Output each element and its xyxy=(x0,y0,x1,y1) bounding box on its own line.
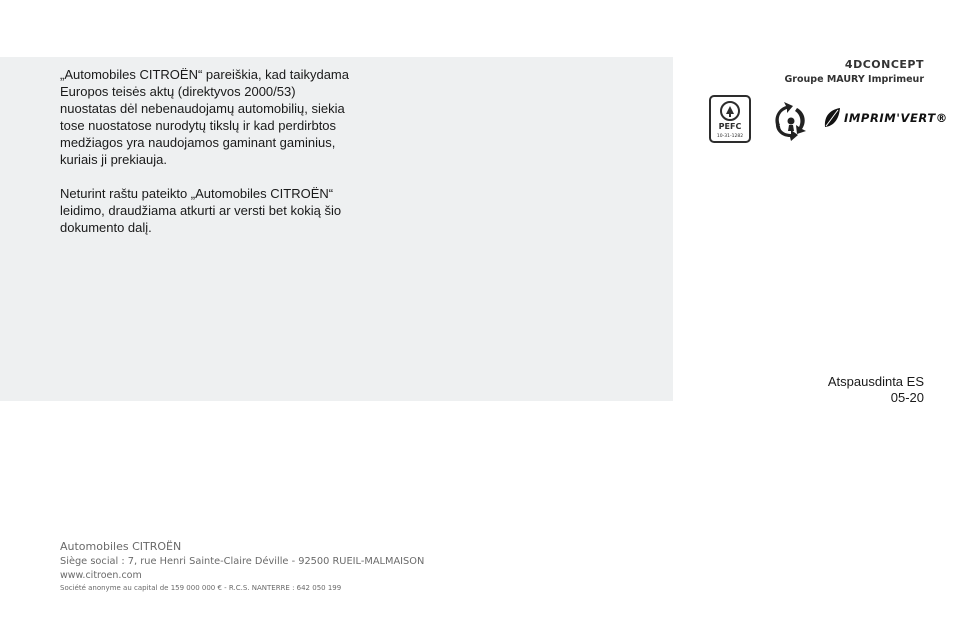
company-registration: Société anonyme au capital de 159 000 000 € - R.C.S. NANTERRE : 642 050 199 xyxy=(60,584,342,592)
legal-notice xyxy=(60,66,350,253)
company-website[interactable]: www.citroen.com xyxy=(60,570,142,581)
pefc-code: 10-31-1282 xyxy=(716,134,744,139)
printed-in: Atspausdinta ES xyxy=(827,374,924,389)
imprim-vert-logo xyxy=(823,107,948,129)
certification-logos xyxy=(709,95,948,145)
legal-paragraph-1: „Automobiles CITROËN“ pareiškia, kad taikydama Europos teisės aktų (direktyvos 2000/53) nuostatas dėl nebenaudojamų automobilių, siekia tose nuostatose nurodytų tikslų ir kad perdirbtos medžiagos yra naudojamos gaminant gaminius, kuriais ji prekiauja. xyxy=(60,67,349,167)
date-code: 05-20 xyxy=(890,390,924,405)
pefc-tree-icon xyxy=(711,97,749,141)
leaf-icon xyxy=(823,107,841,129)
pefc-logo xyxy=(709,95,751,143)
print-info xyxy=(828,374,924,406)
company-address: Siège social : 7, rue Henri Sainte-Claire Déville - 92500 RUEIL-MALMAISON xyxy=(60,556,425,567)
company-name: Automobiles CITROËN xyxy=(60,540,182,553)
printer-name: 4DCONCEPT xyxy=(844,58,924,71)
pefc-label: PEFC xyxy=(718,122,742,131)
recycle-icon xyxy=(767,97,813,143)
printer-info xyxy=(785,57,925,87)
company-footer xyxy=(60,540,424,594)
printer-group: Groupe MAURY Imprimeur xyxy=(784,74,924,85)
imprim-vert-label: IMPRIM'VERT® xyxy=(844,111,948,125)
legal-paragraph-2: Neturint raštu pateikto „Automobiles CITROËN“ leidimo, draudžiama atkurti ar versti bet kokią šio dokumento dalį. xyxy=(60,186,342,235)
